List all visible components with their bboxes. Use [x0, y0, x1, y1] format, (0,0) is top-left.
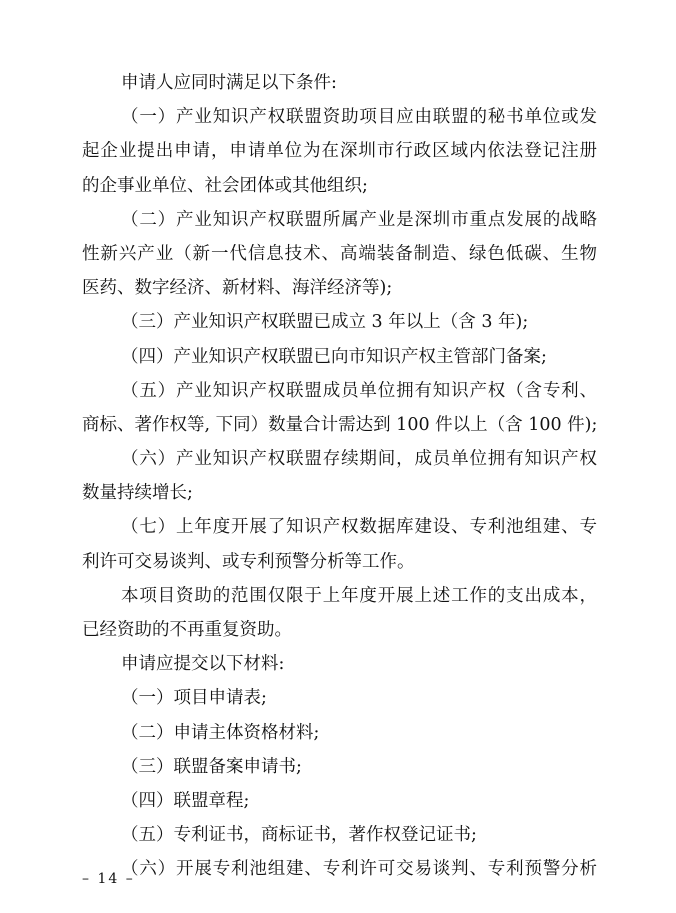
text-line: （六）开展专利池组建、专利许可交易谈判、专利预警分析 [121, 859, 597, 880]
text-line: （七）上年度开展了知识产权数据库建设、专利池组建、专 [121, 517, 597, 538]
text-line: （五）产业知识产权联盟成员单位拥有知识产权（含专利、 [121, 380, 597, 401]
text-line: （五）专利证书，商标证书，著作权登记证书; [121, 825, 477, 846]
text-line: 申请应提交以下材料: [121, 654, 285, 675]
text-line: 性新兴产业（新一代信息技术、高端装备制造、绿色低碳、生物 [82, 243, 597, 264]
text-line: 的企事业单位、社会团体或其他组织; [82, 175, 368, 196]
text-line: （三）产业知识产权联盟已成立 3 年以上（含 3 年); [121, 312, 529, 333]
text-line: 医药、数字经济、新材料、海洋经济等); [82, 278, 393, 299]
text-line: （六）产业知识产权联盟存续期间，成员单位拥有知识产权 [121, 449, 597, 470]
text-line: （二）产业知识产权联盟所属产业是深圳市重点发展的战略 [121, 209, 597, 230]
text-line: 商标、著作权等, 下同）数量合计需达到 100 件以上（含 100 件); [82, 414, 597, 435]
text-line: （二）申请主体资格材料; [121, 722, 320, 743]
text-line: （一）项目申请表; [121, 688, 267, 709]
text-line: 利许可交易谈判、或专利预警分析等工作。 [82, 551, 415, 572]
document-body [82, 66, 597, 887]
text-line: 数量持续增长; [82, 483, 193, 504]
text-line: （四）联盟章程; [121, 790, 250, 811]
text-line: （四）产业知识产权联盟已向市知识产权主管部门备案; [121, 346, 547, 367]
text-line: 起企业提出申请，申请单位为在深圳市行政区域内依法登记注册 [82, 141, 597, 162]
text-line: 已经资助的不再重复资助。 [82, 620, 292, 640]
text-line: （一）产业知识产权联盟资助项目应由联盟的秘书单位或发 [121, 107, 597, 128]
text-line: 申请人应同时满足以下条件: [121, 73, 337, 93]
text-line: （三）联盟备案申请书; [121, 756, 302, 777]
page-number: – 14 – [82, 871, 135, 887]
text-line: 本项目资助的范围仅限于上年度开展上述工作的支出成本， [121, 585, 597, 606]
